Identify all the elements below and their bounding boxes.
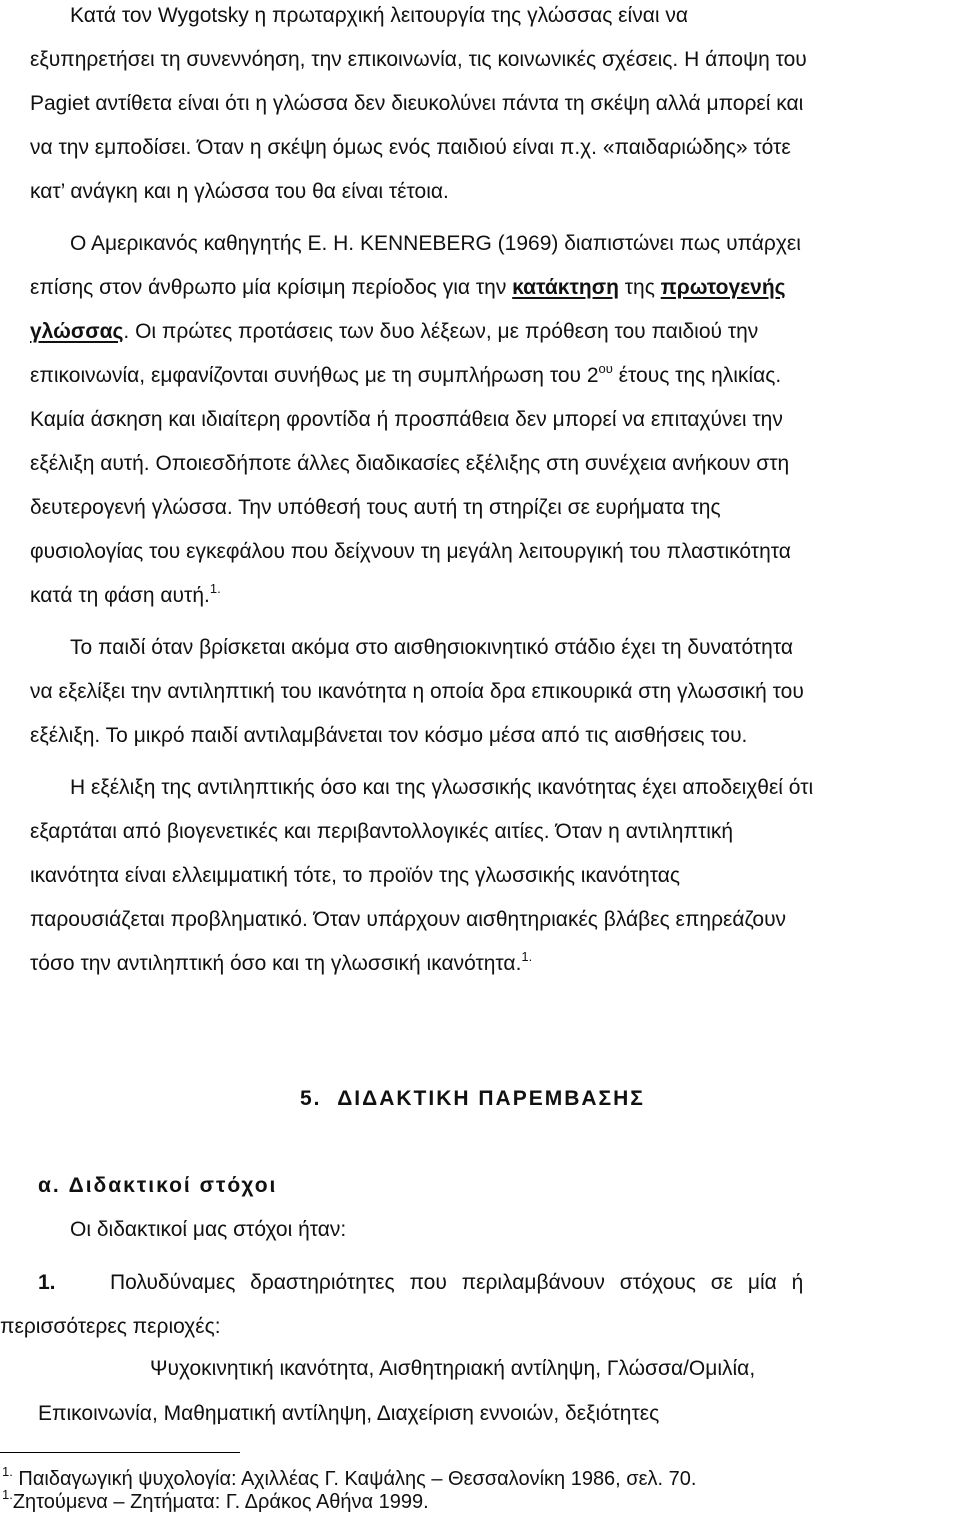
p1-line-5: κατ’ ανάγκη και η γλώσσα του θα είναι τέτοια. <box>30 180 449 203</box>
p2-line-4 <box>30 361 782 387</box>
p3-line-3: εξέλιξη. Το μικρό παιδί αντιλαμβάνεται τον κόσμο μέσα από τις αισθήσεις του. <box>30 724 748 747</box>
p2-line-3-text: . Οι πρώτες προτάσεις των δυο λέξεων, με πρόθεση του παιδιού την <box>123 320 759 343</box>
p1-line-2: εξυπηρετήσει τη συνεννόηση, την επικοινωνία, τις κοινωνικές σχέσεις. Η άποψη του <box>30 48 807 71</box>
p4-line-4: παρουσιάζεται προβληματικό. Όταν υπάρχουν αισθητηριακές βλάβες επηρεάζουν <box>30 908 787 931</box>
p2-line-2 <box>30 277 786 298</box>
item-1-line-1: Πολυδύναμες δραστηριότητες που περιλαμβάνουν στόχους σε μία ή <box>110 1271 804 1294</box>
subsection-title: Διδακτικοί στόχοι <box>68 1174 278 1197</box>
p2-line-4-text-2: έτους της ηλικίας. <box>612 364 782 387</box>
p4-line-3: ικανότητα είναι ελλειμματική τότε, το προϊόν της γλωσσικής ικανότητας <box>30 864 680 887</box>
footnote-1 <box>2 1464 697 1490</box>
p4-line-5 <box>30 949 533 975</box>
item-1-line-3: Ψυχοκινητική ικανότητα, Αισθητηριακή αντίληψη, Γλώσσα/Ομιλία, <box>150 1357 756 1380</box>
section-heading <box>300 1088 645 1109</box>
p2-line-5: Καμία άσκηση και ιδιαίτερη φροντίδα ή προσπάθεια δεν μπορεί να επιταχύνει την <box>30 408 783 431</box>
p4-line-2: εξαρτάται από βιογενετικές και περιβαντολλογικές αιτίες. Όταν η αντιληπτική <box>30 820 734 843</box>
footnote-2-mark: 1. <box>2 1487 13 1502</box>
item-1-line-2: περισσότερες περιοχές: <box>0 1315 221 1338</box>
p1-line-4: να την εμποδίσει. Όταν η σκέψη όμως ενός παιδιού είναι π.χ. «παιδαριώδης» τότε <box>30 136 791 159</box>
p1-line-1: Κατά τον Wygotsky η πρωταρχική λειτουργία της γλώσσας είναι να <box>70 4 688 27</box>
emphasis-katakthsh: κατάκτηση <box>512 276 619 299</box>
item-1-number: 1. <box>38 1271 56 1294</box>
p2-line-2-text: επίσης στον άνθρωπο μία κρίσιμη περίοδος για την <box>30 276 513 299</box>
p1-line-3: Pagiet αντίθετα είναι ότι η γλώσσα δεν διευκολύνει πάντα τη σκέψη αλλά μπορεί και <box>30 92 804 115</box>
footnote-ref-2: 1. <box>521 949 533 964</box>
p2-line-6: εξέλιξη αυτή. Οποιεσδήποτε άλλες διαδικασίες εξέλιξης στη συνέχεια ανήκουν στη <box>30 452 790 475</box>
section-title: ΔΙΔΑΚΤΙΚΗ ΠΑΡΕΜΒΑΣΗΣ <box>337 1087 645 1110</box>
footnote-rule <box>0 1452 240 1453</box>
footnote-1-text: Παιδαγωγική ψυχολογία: Αχιλλέας Γ. Καψάλης – Θεσσαλονίκη 1986, σελ. 70. <box>18 1468 697 1490</box>
footnote-2 <box>2 1487 429 1513</box>
p2-line-2-text-2: της <box>618 276 661 299</box>
p2-line-1: Ο Αμερικανός καθηγητής Ε. Η. KENNEBERG (1969) διαπιστώνει πως υπάρχει <box>70 232 801 255</box>
p2-line-3 <box>30 321 758 342</box>
footnote-2-text: Ζητούμενα – Ζητήματα: Γ. Δράκος Αθήνα 1999. <box>12 1491 429 1513</box>
footnote-ref-1: 1. <box>209 581 221 596</box>
p4-line-1: Η εξέλιξη της αντιληπτικής όσο και της γλωσσικής ικανότητας έχει αποδειχθεί ότι <box>70 776 814 799</box>
p2-line-9 <box>30 581 221 607</box>
footnote-1-mark: 1. <box>2 1464 13 1479</box>
superscript-ou: ου <box>598 361 613 376</box>
p3-line-1: Το παιδί όταν βρίσκεται ακόμα στο αισθησιοκινητικό στάδιο έχει τη δυνατότητα <box>70 636 793 659</box>
subsection-heading <box>38 1175 277 1196</box>
p2-line-7: δευτερογενή γλώσσα. Την υπόθεσή τους αυτή τη στηρίζει σε ευρήματα της <box>30 496 721 519</box>
p3-line-2: να εξελίξει την αντιληπτική του ικανότητα η οποία δρα επικουρικά στη γλωσσική του <box>30 680 804 703</box>
p4-line-5-text: τόσο την αντιληπτική όσο και τη γλωσσική ικανότητα. <box>30 952 522 975</box>
section-number: 5. <box>300 1087 322 1110</box>
p2-line-9-text: κατά τη φάση αυτή. <box>30 584 210 607</box>
emphasis-protogenis: πρωτογενής <box>660 276 786 299</box>
emphasis-glossas: γλώσσας <box>30 320 124 343</box>
item-1-line-4: Επικοινωνία, Μαθηματική αντίληψη, Διαχείριση εννοιών, δεξιότητες <box>38 1402 660 1425</box>
subsection-label: α. <box>38 1174 61 1197</box>
intro-line: Οι διδακτικοί μας στόχοι ήταν: <box>70 1218 347 1241</box>
p2-line-4-text: επικοινωνία, εμφανίζονται συνήθως με τη συμπλήρωση του 2 <box>30 364 599 387</box>
p2-line-8: φυσιολογίας του εγκεφάλου που δείχνουν τη μεγάλη λειτουργική του πλαστικότητα <box>30 540 791 563</box>
